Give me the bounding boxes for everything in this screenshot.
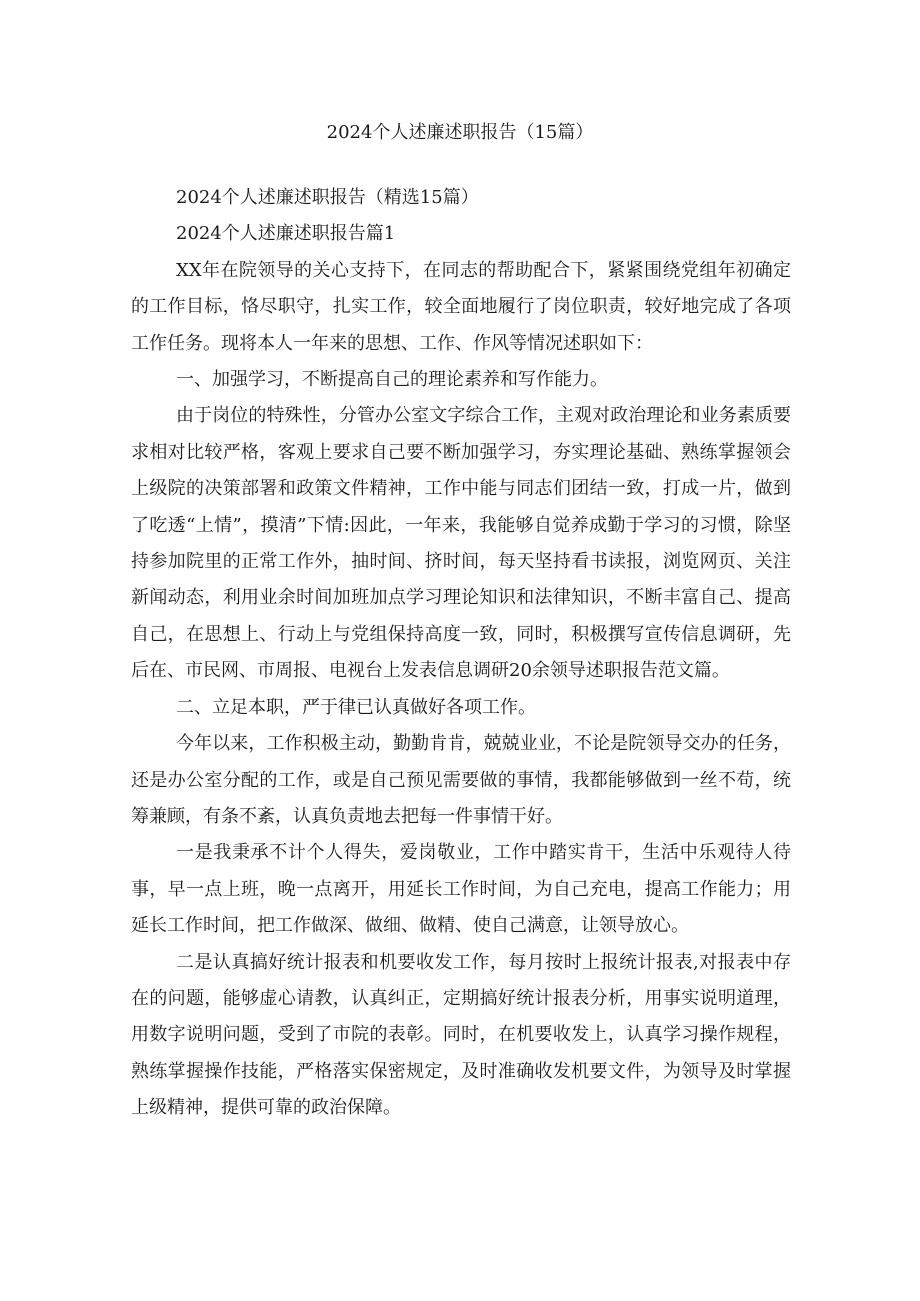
paragraph-point-two: 二是认真搞好统计报表和机要收发工作，每月按时上报统计报表,对报表中存在的问题，能够虚心请教，认真纠正，定期搞好统计报表分析，用事实说明道理，用数字说明问题，受到了市院的表彰。同时，在机要收发上，认真学习操作规程，熟练掌握操作技能，严格落实保密规定，及时准确收发机要文件，为领导及时掌握上级精神，提供可靠的政治保障。 [131,951,791,1119]
section-heading: 2024个人述廉述职报告篇1 [176,223,396,245]
document-body [131,180,791,1127]
heading-duty: 二、立足本职，严于律已认真做好各项工作。 [176,696,536,718]
paragraph-intro: XX年在院领导的关心支持下，在同志的帮助配合下，紧紧围绕党组年初确定的工作目标，恪尽职守，扎实工作，较全面地履行了岗位职责，较好地完成了各项工作任务。现将本人一年来的思想、工作、作风等情况述职如下： [131,259,791,354]
heading-study: 一、加强学习，不断提高自己的理论素养和写作能力。 [176,369,608,391]
paragraph-study: 由于岗位的特殊性，分管办公室文字综合工作，主观对政治理论和业务素质要求相对比较严格，客观上要求自己要不断加强学习，夯实理论基础、熟练掌握领会上级院的决策部署和政策文件精神，工作中能与同志们团结一致，打成一片，做到了吃透“上情”，摸清”下情:因此，一年来，我能够自觉养成勤于学习的习惯，除坚持参加院里的正常工作外，抽时间、挤时间，每天坚持看书读报，浏览网页、关注新闻动态，利用业余时间加班加点学习理论知识和法律知识，不断丰富自己、提高自己，在思想上、行动上与党组保持高度一致，同时，积极撰写宣传信息调研，先后在、市民网、市周报、电视台上发表信息调研20余领导述职报告范文篇。 [131,405,791,682]
paragraph-duty: 今年以来，工作积极主动，勤勤肯肯，兢兢业业，不论是院领导交办的任务，还是办公室分配的工作，或是自己预见需要做的事情，我都能够做到一丝不苟，统筹兼顾，有条不紊，认真负责地去把每一件事情干好。 [131,733,791,827]
document-title: 2024个人述廉述职报告（15篇） [326,122,594,143]
document-subtitle: 2024个人述廉述职报告（精选15篇） [176,187,479,208]
paragraph-point-one: 一是我秉承不计个人得失，爱岗敬业，工作中踏实肯干，生活中乐观待人待事，早一点上班，晚一点离开，用延长工作时间，为自己充电，提高工作能力；用延长工作时间，把工作做深、做细、做精、使自己满意，让领导放心。 [131,842,791,937]
